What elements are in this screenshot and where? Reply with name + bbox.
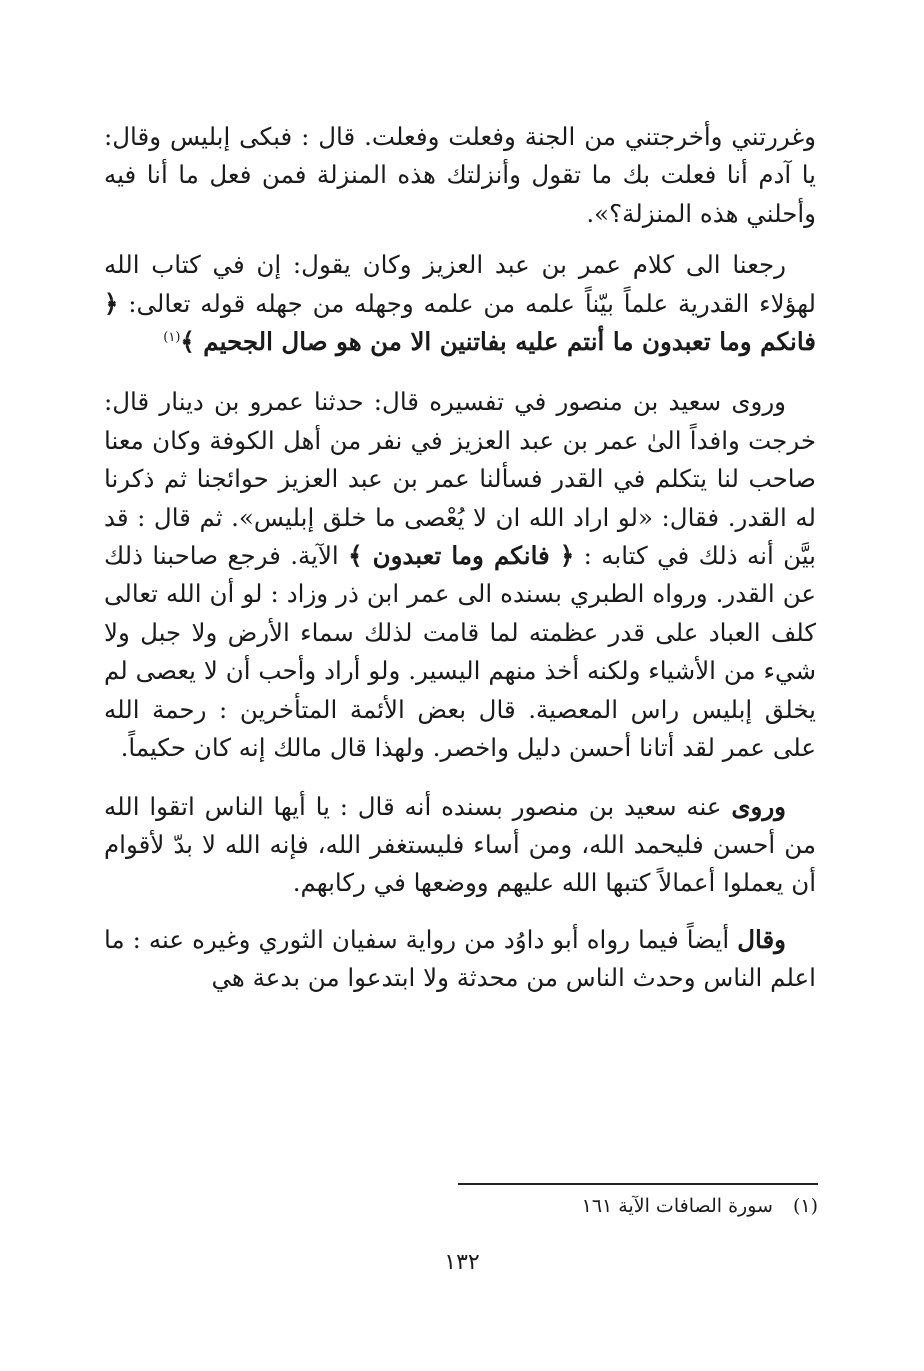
footnote bbox=[458, 1192, 818, 1220]
paragraph-3 bbox=[104, 383, 816, 767]
footnote-reference: (١) bbox=[163, 329, 181, 345]
paragraph-2-intro: رجعنا الى كلام عمر بن عبد العزيز وكان يقول: إن في كتاب الله لهؤلاء القدرية علماً بيّناً علمه من علمه وجهله من جهله قوله تعالى: bbox=[104, 250, 816, 318]
paragraph-4-text: عنه سعيد بن منصور بسنده أنه قال : يا أيها الناس اتقوا الله من أحسن فليحمد الله، ومن أساء فليستغفر الله، فإنه الله لا بدّ لأقوام أن يعملوا أعمالاً كتبها الله عليهم ووضعها في ركابهم. bbox=[104, 791, 816, 898]
paragraph-5-lead: وقال bbox=[737, 924, 786, 954]
paragraph-4 bbox=[104, 788, 816, 903]
paragraph-5-text: أيضاً فيما رواه أبو داوُد من رواية سفيان الثوري وغيره عنه : ما اعلم الناس وحدث الناس من محدثة ولا ابتدعوا من بدعة هي bbox=[104, 924, 816, 993]
paragraph-3-part1: وروى سعيد بن منصور في تفسيره قال: حدثنا عمرو بن دينار قال: خرجت وافداً الىٰ عمر بن عبد العزيز في نفر من أهل الكوفة وكان معنا صاحب لنا يتكلم في القدر فسألنا عمر بن عبد العزيز حوائجنا ثم ذكرنا له القدر. فقال: «لو اراد الله ان لا يُعْصى ما خلق إبليس». ثم قال : قد بيَّن أنه ذلك في كتابه : bbox=[104, 387, 816, 571]
body-text bbox=[104, 118, 816, 998]
quran-verse-2: ﴿ فانكم وما تعبدون ﴾ bbox=[348, 541, 575, 571]
paragraph-2 bbox=[104, 246, 816, 361]
paragraph-1 bbox=[104, 118, 816, 233]
paragraph-1-text: وغررتني وأخرجتني من الجنة وفعلت وفعلت. قال : فبكى إبليس وقال: يا آدم أنا فعلت بك ما تقول وأنزلتك هذه المنزلة فمن فعل ما أنا فيه وأحلني هذه المنزلة؟». bbox=[104, 122, 816, 228]
footnote-divider bbox=[458, 1183, 818, 1185]
paragraph-4-lead: وروى bbox=[731, 791, 786, 821]
page-number: ١٣٢ bbox=[444, 1250, 480, 1275]
paragraph-5 bbox=[104, 921, 816, 998]
footnote-text: سورة الصافات الآية ١٦١ bbox=[581, 1195, 773, 1217]
paragraph-3-part2: الآية. فرجع صاحبنا ذلك عن القدر. ورواه الطبري بسنده الى عمر ابن ذر وزاد : لو أن الله تعالى كلف العباد على قدر عظمته لما قامت لذلك سماء الأرض ولا جبل ولا شيء من الأشياء ولكنه أخذ منهم اليسير. ولو أراد وأحب أن لا يعصى لم يخلق إبليس راس المعصية. قال بعض الأئمة المتأخرين : رحمة الله على عمر لقد أتانا أحسن دليل واخصر. ولهذا قال مالك إنه كان حكيماً. bbox=[104, 541, 816, 763]
quran-verse-1: ﴿ فانكم وما تعبدون ما أنتم عليه بفاتنين الا من هو صال الجحيم ﴾ bbox=[104, 288, 816, 357]
footnote-number: (١) bbox=[792, 1195, 818, 1217]
